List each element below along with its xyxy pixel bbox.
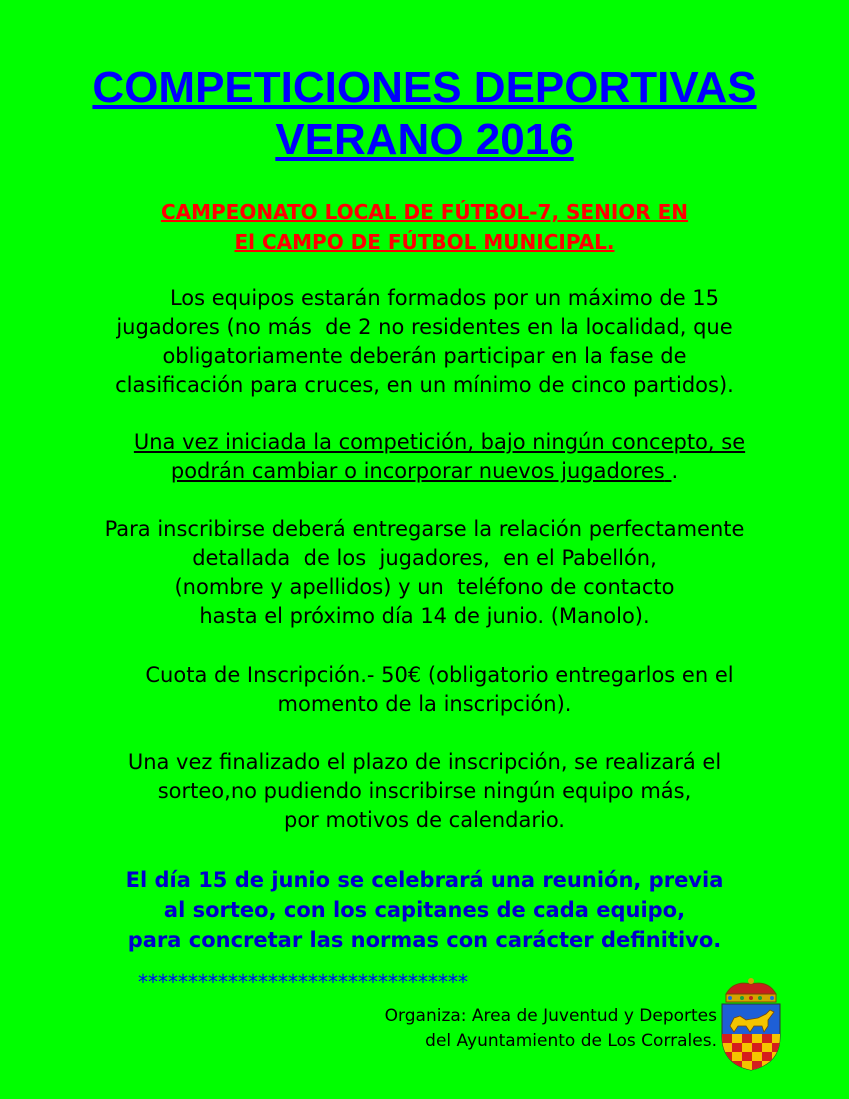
organizer-block xyxy=(385,1004,717,1054)
paragraph4-line2: momento de la inscripción). xyxy=(277,692,572,716)
notice-line2: al sorteo, con los capitanes de cada equipo, xyxy=(163,898,686,922)
paragraph2-line1: Una vez iniciada la competición, bajo ningún concepto, se xyxy=(133,430,746,454)
paragraph1-line4: clasificación para cruces, en un mínimo de cinco partidos). xyxy=(115,373,734,397)
paragraph2-line2: podrán cambiar o incorporar nuevos jugadores . xyxy=(170,459,679,483)
organizer-line2: del Ayuntamiento de Los Corrales. xyxy=(425,1031,717,1051)
main-title-line2: VERANO 2016 xyxy=(275,115,574,164)
paragraph2-line2-text: podrán cambiar o incorporar nuevos jugadores xyxy=(170,459,665,483)
paragraph1-line2: jugadores (no más de 2 no residentes en la localidad, que xyxy=(116,315,733,339)
municipal-coat-of-arms-icon xyxy=(716,976,786,1072)
paragraph1-line1: Los equipos estarán formados por un máximo de 15 xyxy=(169,286,720,310)
notice-line3: para concretar las normas con carácter definitivo. xyxy=(127,928,722,952)
organizer-line1: Organiza: Area de Juventud y Deportes xyxy=(384,1006,717,1026)
subtitle-line2: El CAMPO DE FÚTBOL MUNICIPAL. xyxy=(234,230,615,254)
paragraph5-line3: por motivos de calendario. xyxy=(284,808,565,832)
paragraph3-line2: detallada de los jugadores, en el Pabellón, xyxy=(192,546,657,570)
paragraph5-line2: sorteo,no pudiendo inscribirse ningún equipo más, xyxy=(157,779,692,803)
paragraph3-line4: hasta el próximo día 14 de junio. (Manolo). xyxy=(199,604,650,628)
paragraph1-line3: obligatoriamente deberán participar en la fase de xyxy=(162,344,687,368)
paragraph5-line1: Una vez finalizado el plazo de inscripción, se realizará el xyxy=(127,750,722,774)
subtitle-line1: CAMPEONATO LOCAL DE FÚTBOL-7, SENIOR EN xyxy=(160,200,689,224)
notice-line1: El día 15 de junio se celebrará una reunión, previa xyxy=(125,868,724,892)
paragraph3-line3: (nombre y apellidos) y un teléfono de contacto xyxy=(174,575,675,599)
paragraph3-line1: Para inscribirse deberá entregarse la relación perfectamente xyxy=(104,517,745,541)
main-title-line1: COMPETICIONES DEPORTIVAS xyxy=(92,63,757,112)
separator-stars: ********************************* xyxy=(138,970,468,994)
paragraph4-line1: Cuota de Inscripción.- 50€ (obligatorio entregarlos en el xyxy=(145,663,734,687)
